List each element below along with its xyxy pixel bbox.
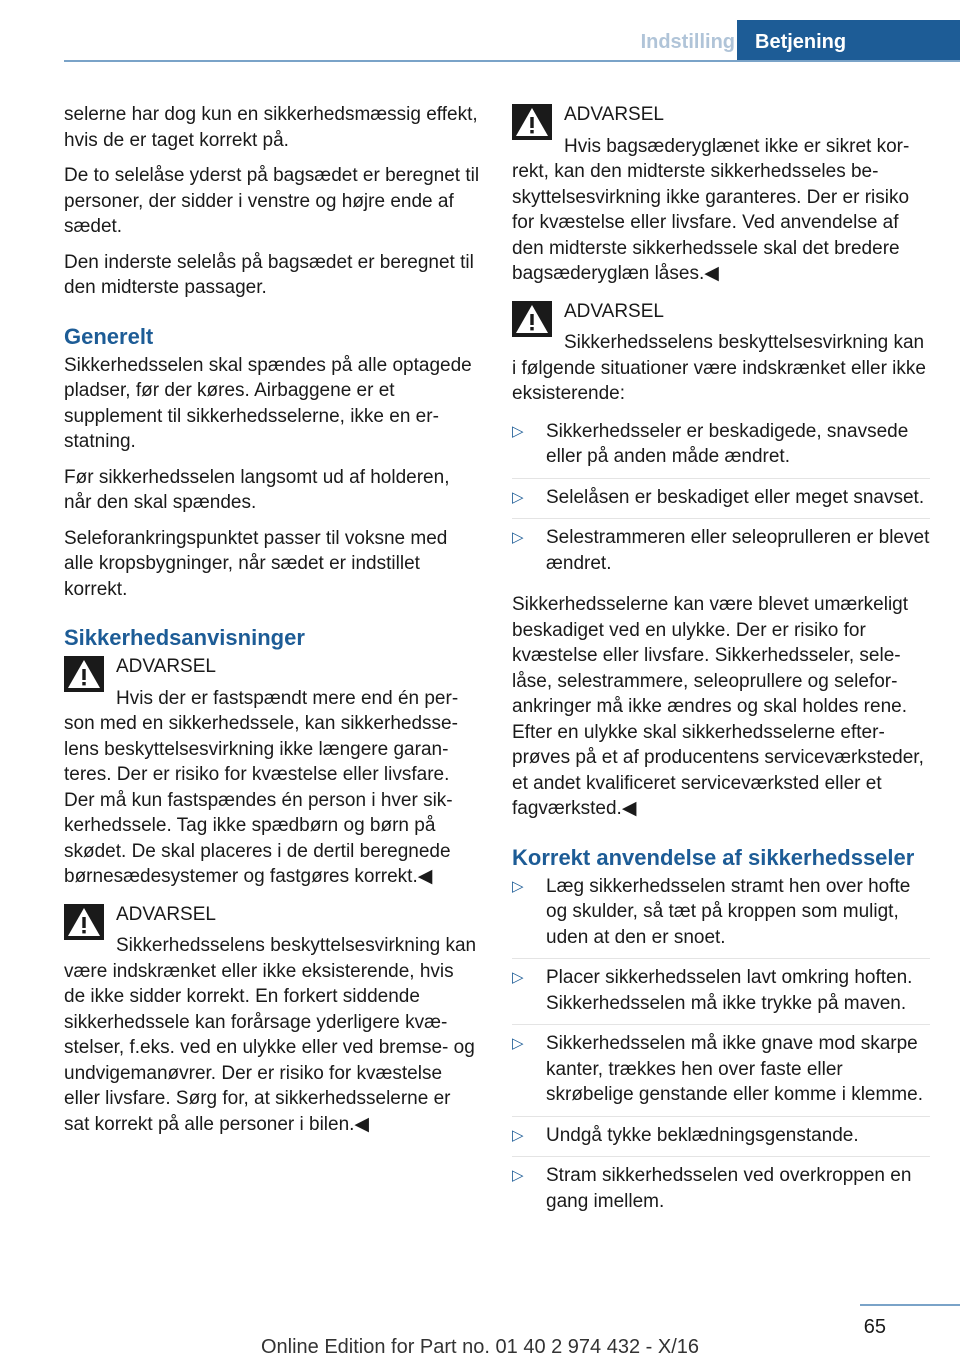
list-item-text: Stram sikkerhedsselen ved overkroppen en gang imellem. xyxy=(546,1165,912,1212)
heading-sikkerhedsanvisninger: Sikkerhedsanvisninger xyxy=(64,625,305,650)
list-item xyxy=(512,1123,930,1158)
warning-title: ADVARSEL xyxy=(116,656,216,677)
warning-triangle-icon xyxy=(64,656,104,692)
warning-block xyxy=(64,654,480,890)
list-item-text: Læg sikkerhedsselen stramt hen over hofte og skulder, så tæt på kroppen som muligt, uden at den er snoet. xyxy=(546,875,911,948)
edition-footer: Online Edition for Part no. 01 40 2 974 432 - X/16 xyxy=(260,1336,700,1358)
warning-block xyxy=(64,902,480,1138)
list-item-text: Sikkerhedsselen må ikke gnave mod skarpe kanter, trækkes hen over faste eller skrøbelige genstande eller komme i klemme. xyxy=(546,1033,923,1105)
bullet-triangle-icon: ▷ xyxy=(512,969,524,986)
heading-korrekt-anvendelse: Korrekt anvendelse af sikkerhedsseler xyxy=(512,844,915,870)
warning-text: Hvis bagsæderyglænet ikke er sikret korrekt, kan den midterste sikkerhedsseles beskyttelsesvirkning ikke garanteres. Der er risiko for kvæstelse eller livsfare. Ved anvendelse af den midterste sikkerhedssele skal det bredere bagsæderyglæn låses.◀ xyxy=(512,135,910,284)
bullet-list xyxy=(512,874,930,1223)
warning-triangle-icon xyxy=(512,301,552,337)
list-item-text: Undgå tykke beklædningsgenstande. xyxy=(546,1124,859,1146)
warning-block xyxy=(512,299,930,407)
list-item xyxy=(512,525,930,584)
tab-indstilling[interactable]: Indstilling xyxy=(640,31,735,53)
header-rule xyxy=(64,60,960,62)
right-column xyxy=(512,102,930,1230)
list-item xyxy=(512,874,930,960)
list-item-text: Selelåsen er beskadiget eller meget snavset. xyxy=(546,486,925,508)
bullet-triangle-icon: ▷ xyxy=(512,1035,524,1052)
list-item-text: Selestrammeren eller seleoprulleren er blevet ændret. xyxy=(546,527,930,574)
warning-title: ADVARSEL xyxy=(564,300,664,322)
list-item-text: Sikkerhedsseler er beskadigede, snavsede eller på anden måde ændret. xyxy=(546,420,909,467)
bullet-triangle-icon: ▷ xyxy=(512,422,524,440)
bullet-triangle-icon: ▷ xyxy=(512,1167,524,1184)
page-header xyxy=(0,0,960,62)
list-item xyxy=(512,1031,930,1117)
tab-betjening[interactable]: Betjening xyxy=(737,20,960,62)
bullet-triangle-icon: ▷ xyxy=(512,529,524,546)
warning-title: ADVARSEL xyxy=(564,104,664,125)
general-paragraph: Sikkerhedsselen skal spændes på alle optagede pladser, før der køres. Airbaggene er et supplement til sikkerhedsselerne, ikke en erstatning. xyxy=(64,354,472,452)
list-item xyxy=(512,419,930,479)
list-item xyxy=(512,485,930,520)
page-number: 65 xyxy=(863,1316,886,1338)
bullet-triangle-icon: ▷ xyxy=(512,488,524,506)
intro-paragraph: De to selelåse yderst på bagsædet er beregnet til personer, der sidder i venstre og højre ende af sædet. xyxy=(64,165,480,237)
warning-text: Sikkerhedsselens beskyttelsesvirkning kan i følgende situationer være indskrænket eller ikke eksisterende: xyxy=(512,332,926,404)
warning-triangle-icon xyxy=(64,904,104,940)
warning-block xyxy=(512,102,930,287)
intro-paragraph: Den inderste selelås på bagsædet er beregnet til den midterste passager. xyxy=(64,251,474,298)
general-paragraph: Før sikkerhedsselen langsomt ud af holderen, når den skal spændes. xyxy=(64,466,450,513)
intro-paragraph: selerne har dog kun en sikkerhedsmæssig effekt, hvis de er taget korrekt på. xyxy=(64,104,478,151)
heading-generelt: Generelt xyxy=(64,323,154,349)
bullet-triangle-icon: ▷ xyxy=(512,1126,524,1144)
warning-title: ADVARSEL xyxy=(116,903,216,925)
warning-triangle-icon xyxy=(512,104,552,140)
list-item xyxy=(512,1163,930,1222)
bullet-list xyxy=(512,419,930,585)
list-item xyxy=(512,965,930,1025)
general-paragraph: Seleforankringspunktet passer til voksne med alle kropsbygninger, når sædet er indstillet korrekt. xyxy=(64,527,448,600)
footer-rule xyxy=(860,1304,960,1306)
bullet-triangle-icon: ▷ xyxy=(512,877,524,895)
warning-text: Sikkerhedsselens beskyttelsesvirkning kan være indskrænket eller ikke eksisterende, hvis de ikke sidder korrekt. En forkert siddende sikkerhedssele kan forårsage yderligere kvæstelser, f.eks. ved en ulykke eller ved bremse- og undvigemanøvrer. Der er risiko for kvæstelse eller livsfare. Sørg for, at sikkerhedsselerne er sat korrekt på alle personer i bilen.◀ xyxy=(64,935,477,1135)
left-column xyxy=(64,102,480,1149)
body-paragraph: Sikkerhedsselerne kan være blevet umærkeligt beskadiget ved en ulykke. Der er risiko for kvæstelse eller livsfare. Sikkerhedsseler, selelåse, selestrammere, seleoprullere og seleforankringer må ikke ændres og skal holdes rene. Efter en ulykke skal sikkerhedsselerne efterprøves på et af producentens serviceværksteder, et andet kvalificeret serviceværksted eller et fagværksted.◀ xyxy=(512,594,924,819)
warning-text: Hvis der er fastspændt mere end én person med en sikkerhedssele, kan sikkerhedsselens beskyttelsesvirkning ikke længere garanteres. Der er risiko for kvæstelse eller livsfare. Der må kun fastspændes én person i hver sikkerhedssele. Tag ikke spædbørn og børn på skødet. De skal placeres i de dertil beregnede børnesædesystemer og fastgøres korrekt.◀ xyxy=(64,687,459,887)
list-item-text: Placer sikkerhedsselen lavt omkring hoften. Sikkerhedsselen må ikke trykke på maven. xyxy=(546,967,913,1014)
